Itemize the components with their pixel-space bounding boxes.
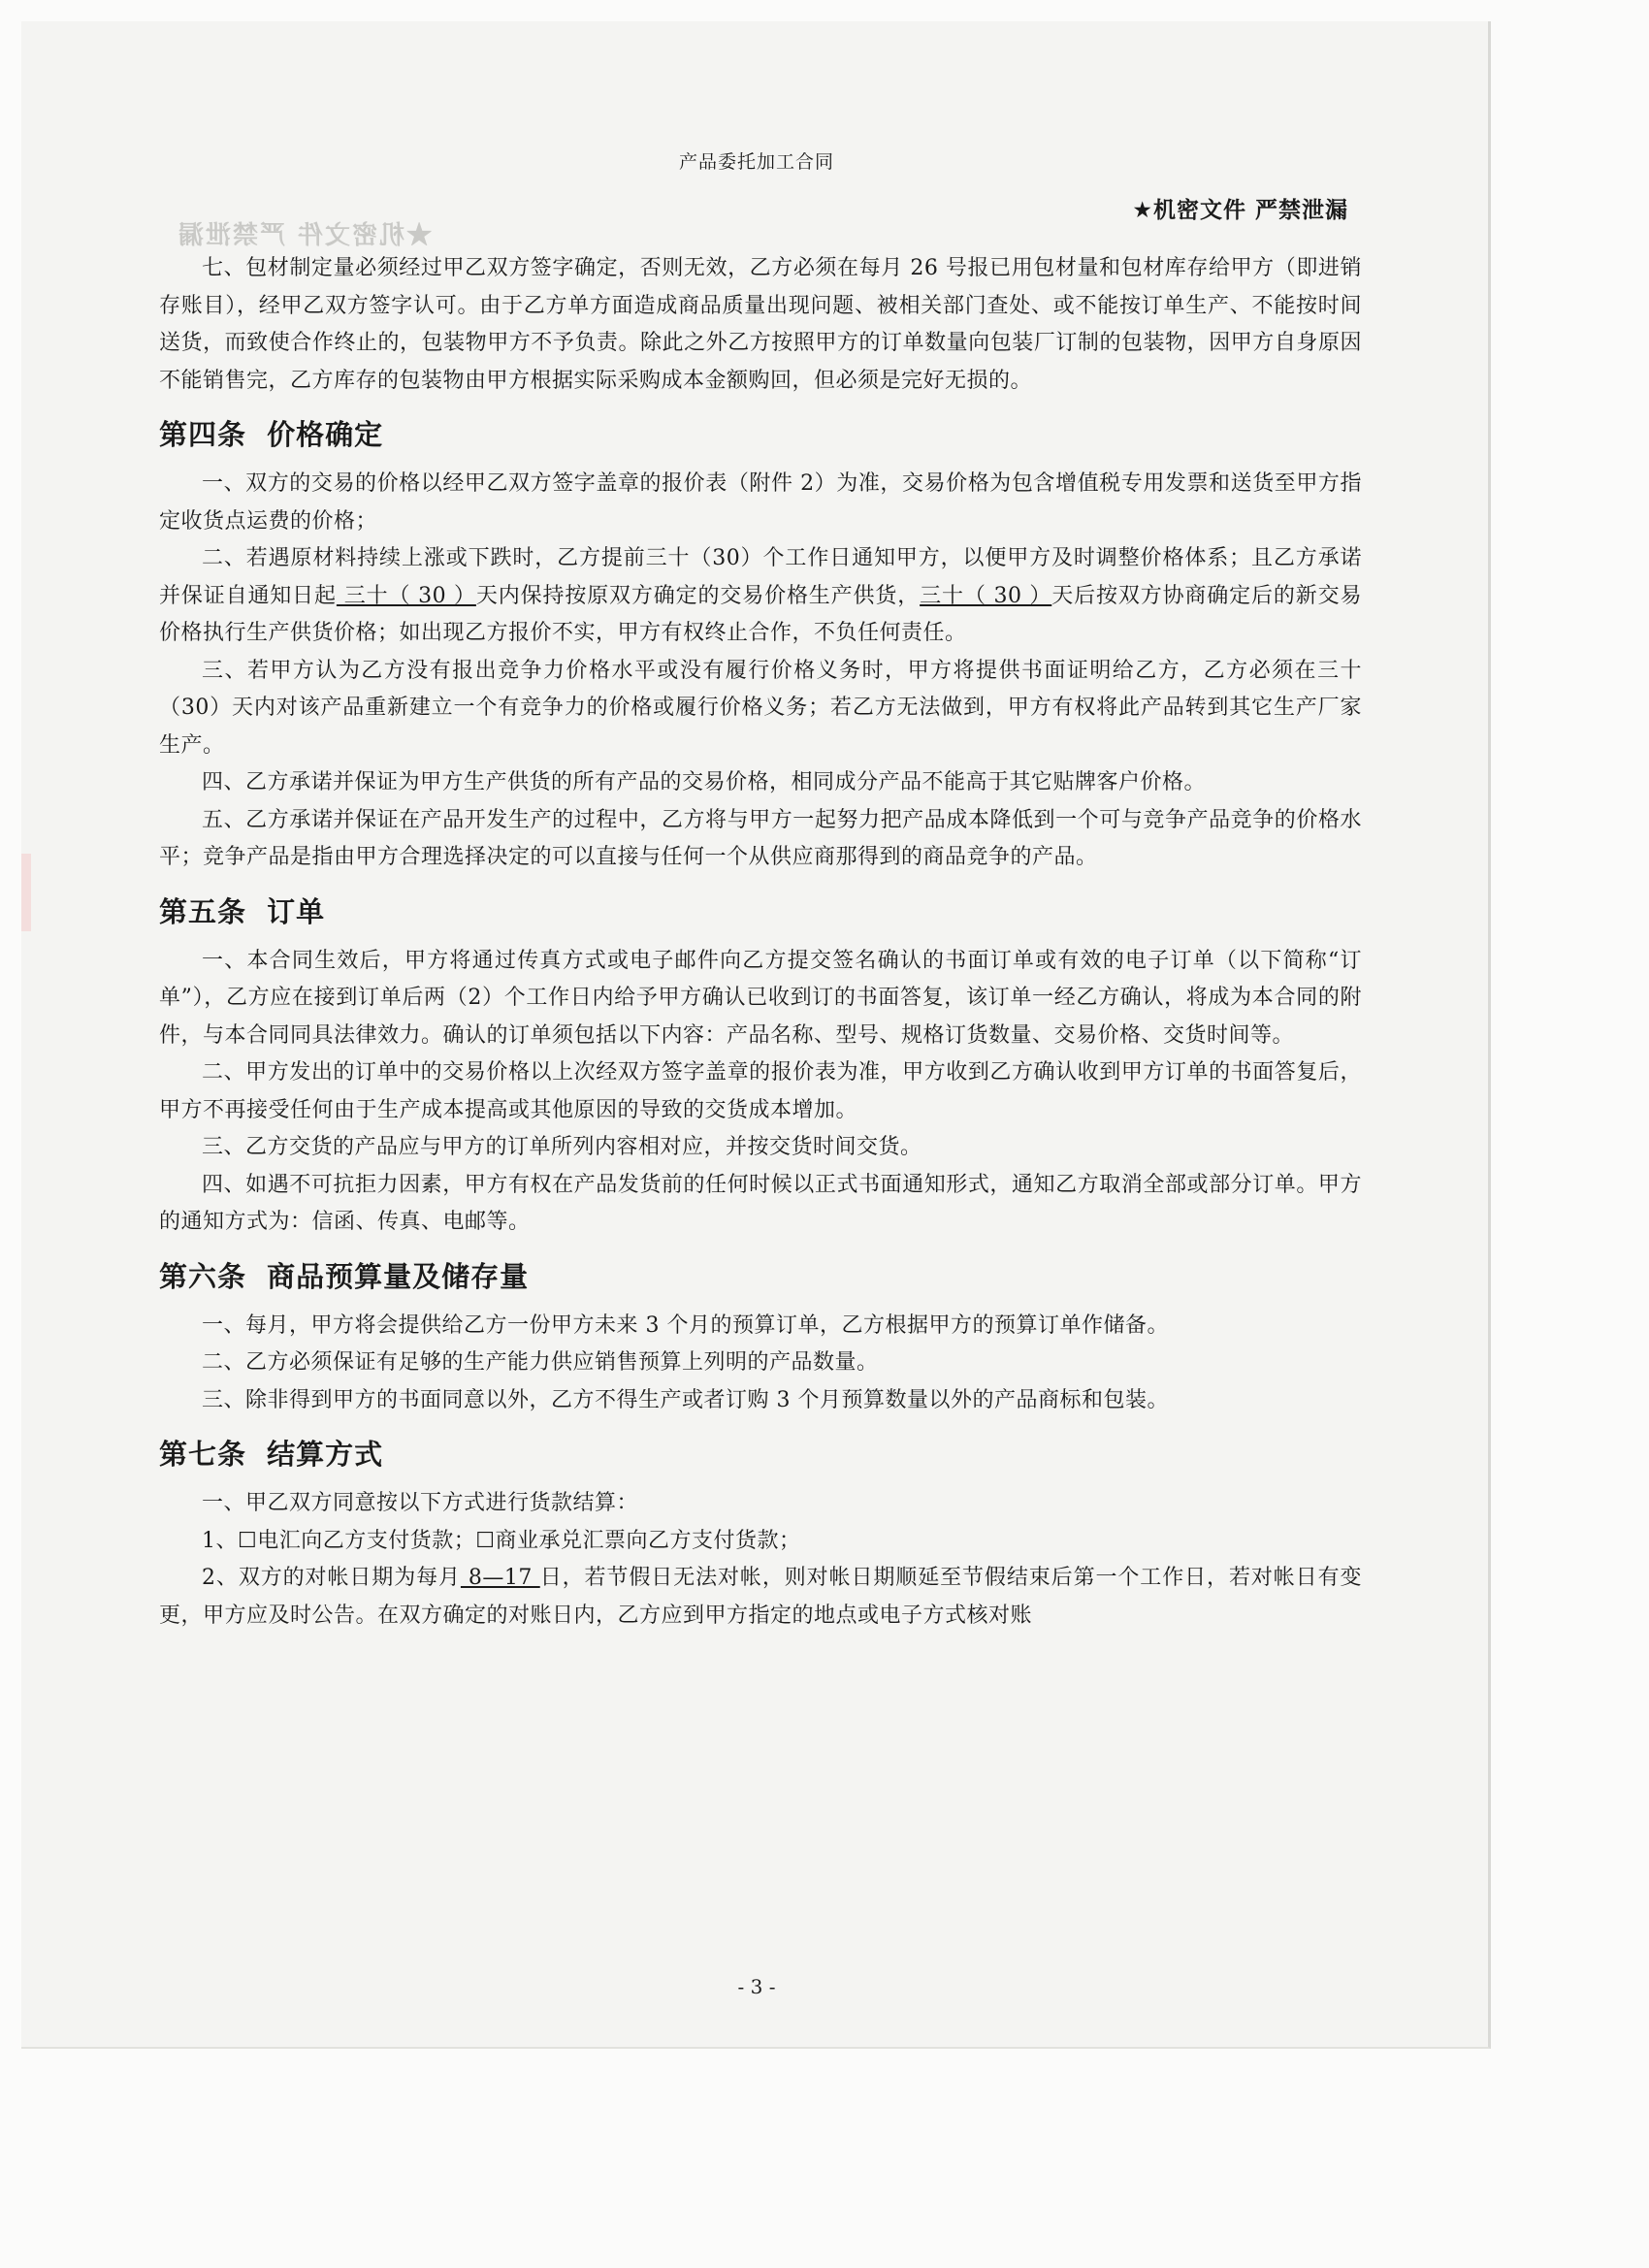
confidential-notice: ★机密文件 严禁泄漏 bbox=[1132, 198, 1348, 223]
clause-5-2: 二、甲方发出的订单中的交易价格以上次经双方签字盖章的报价表为准，甲方收到乙方确认收到甲方订单的书面答复后，甲方不再接受任何由于生产成本提高或其他原因的导致的交货成本增加。 bbox=[159, 1060, 1362, 1122]
clause-4-1: 一、双方的交易的价格以经甲乙双方签字盖章的报价表（附件 2）为准，交易价格为包含增值税专用发票和送货至甲方指定收货点运费的价格； bbox=[159, 471, 1362, 534]
document-header-title: 产品委托加工合同 bbox=[678, 151, 834, 173]
clause-6-3: 三、除非得到甲方的书面同意以外，乙方不得生产或者订购 3 个月预算数量以外的产品商标和包装。 bbox=[202, 1387, 1169, 1412]
clause-4-4: 四、乙方承诺并保证为甲方生产供货的所有产品的交易价格，相同成分产品不能高于其它贴牌客户价格。 bbox=[202, 770, 1207, 794]
clause-7-3-part-b: 日，若节假日无法对帐，则对帐日期顺延至节假结束后第一个工作日，若对帐日有变更，甲方应及时公告。在双方确定的对账日内，乙方应到甲方指定的地点或电子方式核对账 bbox=[159, 1566, 1362, 1628]
clause-4-2-part-a: 二、若遇原材料持续上涨或下跌时，乙方提前三十（30）个工作日通知甲方，以便甲方及时调整价格体系；且乙方承诺并保证自通知日起 bbox=[159, 546, 1362, 608]
clause-4-2-days-blank-1: 三十（ 30 ） bbox=[336, 583, 476, 608]
clause-5-3: 三、乙方交货的产品应与甲方的订单所列内容相对应，并按交货时间交货。 bbox=[202, 1135, 922, 1159]
clause-7-3 bbox=[159, 1560, 1362, 1635]
clause-7-3-date-range: 8—17 bbox=[460, 1566, 540, 1590]
clause-6-2: 二、乙方必须保证有足够的生产能力供应销售预算上列明的产品数量。 bbox=[202, 1350, 879, 1375]
clause-4-2-part-b: 天内保持按原双方确定的交易价格生产供货， bbox=[475, 583, 921, 608]
article-6-heading: 第六条 商品预算量及储存量 bbox=[159, 1259, 530, 1293]
clause-7-2: 1、☐电汇向乙方支付货款；☐商业承兑汇票向乙方支付货款； bbox=[202, 1528, 801, 1553]
page-number: - 3 - bbox=[737, 1975, 776, 1998]
clause-7-3-part-a: 2、双方的对帐日期为每月 bbox=[202, 1566, 461, 1590]
clause-4-3: 三、若甲方认为乙方没有报出竞争力价格水平或没有履行价格义务时，甲方将提供书面证明给乙方，乙方必须在三十（30）天内对该产品重新建立一个有竞争力的价格或履行价格义务；若乙方无法做到，甲方有权将此产品转到其它生产厂家生产。 bbox=[159, 658, 1362, 758]
clause-4-2-days-blank-2: 三十（ 30 ） bbox=[920, 583, 1052, 608]
clause-5-4: 四、如遇不可抗拒力因素，甲方有权在产品发货前的任何时候以正式书面通知形式，通知乙方取消全部或部分订单。甲方的通知方式为：信函、传真、电邮等。 bbox=[159, 1172, 1362, 1234]
clause-4-2-part-c: 天后按双方协商确定后的新交易价格执行生产供货价格；如出现乙方报价不实，甲方有权终止合作，不负任何责任。 bbox=[159, 583, 1362, 645]
bleed-through-text: ★机密文件 严禁泄漏 bbox=[177, 221, 433, 250]
clause-5-1: 一、本合同生效后，甲方将通过传真方式或电子邮件向乙方提交签名确认的书面订单或有效的电子订单（以下简称“订单”），乙方应在接到订单后两（2）个工作日内给予甲方确认已收到订的书面答复，该订单一经乙方确认，将成为本合同的附件，与本合同同具法律效力。确认的订单须包括以下内容：产品名称、型号、规格订货数量、交易价格、交货时间等。 bbox=[159, 948, 1362, 1048]
article-5-heading: 第五条 订单 bbox=[159, 894, 326, 928]
clause-6-1: 一、每月，甲方将会提供给乙方一份甲方未来 3 个月的预算订单，乙方根据甲方的预算订单作储备。 bbox=[202, 1312, 1169, 1338]
clause-4-5: 五、乙方承诺并保证在产品开发生产的过程中，乙方将与甲方一起努力把产品成本降低到一个可与竞争产品竞争的价格水平；竞争产品是指由甲方合理选择决定的可以直接与任何一个从供应商那得到的商品竞争的产品。 bbox=[159, 807, 1362, 869]
clause-4-2 bbox=[159, 540, 1362, 653]
clause-7-1: 一、甲乙双方同意按以下方式进行货款结算： bbox=[202, 1491, 639, 1515]
clause-3-7: 七、包材制定量必须经过甲乙双方签字确定，否则无效，乙方必须在每月 26 号报已用包材量和包材库存给甲方（即进销存账目），经甲乙双方签字认可。由于乙方单方面造成商品质量出现问题、被相关部门查处、或不能按订单生产、不能按时间送货，而致使合作终止的，包装物甲方不予负责。除此之外乙方按照甲方的订单数量向包装厂订制的包装物，因甲方自身原因不能销售完，乙方库存的包装物由甲方根据实际采购成本金额购回，但必须是完好无损的。 bbox=[159, 256, 1362, 393]
document-body bbox=[159, 250, 1362, 1635]
article-7-heading: 第七条 结算方式 bbox=[159, 1438, 384, 1471]
red-stamp-edge bbox=[21, 854, 31, 931]
article-4-heading: 第四条 价格确定 bbox=[159, 418, 384, 451]
